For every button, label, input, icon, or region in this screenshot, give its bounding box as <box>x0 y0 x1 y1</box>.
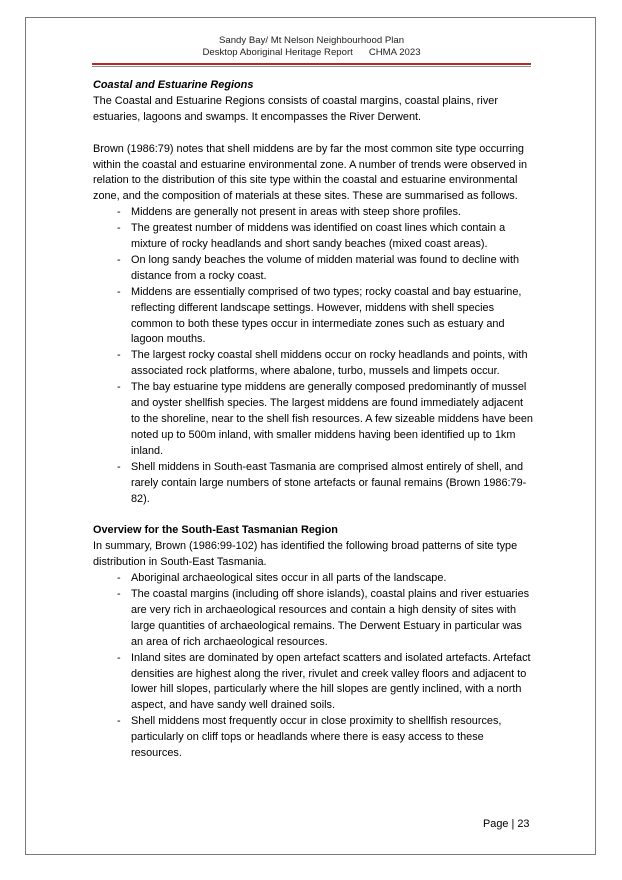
list-item <box>93 221 533 253</box>
paragraph-gap <box>93 126 533 142</box>
header-rule-red <box>92 63 531 65</box>
section-heading-coastal: Coastal and Estuarine Regions <box>93 79 254 91</box>
list-item <box>93 380 533 460</box>
dash-bullet: - <box>117 349 121 362</box>
midden-trends-list <box>93 205 533 507</box>
list-item-text: Shell middens in South-east Tasmania are comprised almost entirely of shell, and rarely contain large numbers of stone artefacts or faunal remains (Brown 1986:79-82). <box>131 460 527 505</box>
list-item <box>93 651 533 715</box>
list-item <box>93 587 533 651</box>
paragraph-gap <box>93 507 533 523</box>
dash-bullet: - <box>117 222 121 235</box>
dash-bullet: - <box>117 253 121 266</box>
list-item <box>93 285 533 349</box>
list-item <box>93 714 533 762</box>
list-item-text: The coastal margins (including off shore islands), coastal plains and river estuaries are very rich in archaeological resources and contain a high density of sites with large quantities of archaeological remains. The Derwent Estuary in particular was an area of rich archaeological resources. <box>131 587 530 648</box>
page-content <box>93 78 533 762</box>
dash-bullet: - <box>117 587 121 600</box>
section-heading-overview: Overview for the South-East Tasmanian Region <box>93 524 338 537</box>
header-title: Sandy Bay/ Mt Nelson Neighbourhood Plan <box>218 35 405 46</box>
list-item-text: On long sandy beaches the volume of midden material was found to decline with distance from a rocky coast. <box>131 253 520 282</box>
header-rule-grey <box>92 66 531 67</box>
list-item <box>93 253 533 285</box>
header-subtitle: Desktop Aboriginal Heritage Report CHMA 2023 <box>202 47 421 58</box>
page-header <box>92 35 531 59</box>
dash-bullet: - <box>117 206 121 219</box>
site-patterns-list <box>93 571 533 762</box>
list-item-text: Middens are essentially comprised of two types; rocky coastal and bay estuarine, reflecting different landscape settings. However, middens with shell species common to both these types occur in intermediate zones such as estuary and lagoon mouths. <box>131 285 522 346</box>
list-item <box>93 205 533 221</box>
list-item-text: Middens are generally not present in areas with steep shore profiles. <box>131 206 461 219</box>
page-number: Page | 23 <box>483 818 530 830</box>
paragraph-brown-1986: Brown (1986:79) notes that shell middens are by far the most common site type occurring within the coastal and estuarine environmental zone. A number of trends were observed in relation to the distribution of this site type within the coastal and estuarine environmental zone, and the composition of materials at these sites. These are summarised as follows. <box>93 142 528 203</box>
dash-bullet: - <box>117 381 121 394</box>
list-item <box>93 460 533 508</box>
list-item-text: Inland sites are dominated by open artefact scatters and isolated artefacts. Artefact densities are highest along the river, rivulet and creek valley floors and adjacent to lower hill slopes, particularly where the hill slopes are gently inclined, with a north aspect, and have sandy well drained soils. <box>131 651 531 712</box>
list-item-text: The greatest number of middens was identified on coast lines which contain a mixture of rocky headlands and short sandy beaches (mixed coast areas). <box>131 222 506 251</box>
dash-bullet: - <box>117 285 121 298</box>
list-item <box>93 571 533 587</box>
dash-bullet: - <box>117 460 121 473</box>
list-item-text: The largest rocky coastal shell middens occur on rocky headlands and points, with associated rock platforms, where abalone, turbo, mussels and limpets occur. <box>131 349 528 378</box>
section-intro-overview: In summary, Brown (1986:99-102) has identified the following broad patterns of site type distribution in South-East Tasmania. <box>93 540 518 569</box>
dash-bullet: - <box>117 715 121 728</box>
dash-bullet: - <box>117 572 121 585</box>
list-item-text: The bay estuarine type middens are generally composed predominantly of mussel and oyster shellfish species. The largest middens are found immediately adjacent to the shoreline, near to the shell fish resources. A few sizeable middens have been noted up to 500m inland, with smaller middens having been identified up to 1km inland. <box>131 381 533 457</box>
list-item-text: Shell middens most frequently occur in close proximity to shellfish resources, particularly on cliff tops or headlands where there is easy access to these resources. <box>131 715 502 760</box>
dash-bullet: - <box>117 651 121 664</box>
section-intro-coastal: The Coastal and Estuarine Regions consists of coastal margins, coastal plains, river estuaries, lagoons and swamps. It encompasses the River Derwent. <box>93 94 498 123</box>
list-item-text: Aboriginal archaeological sites occur in all parts of the landscape. <box>131 572 447 585</box>
list-item <box>93 348 533 380</box>
